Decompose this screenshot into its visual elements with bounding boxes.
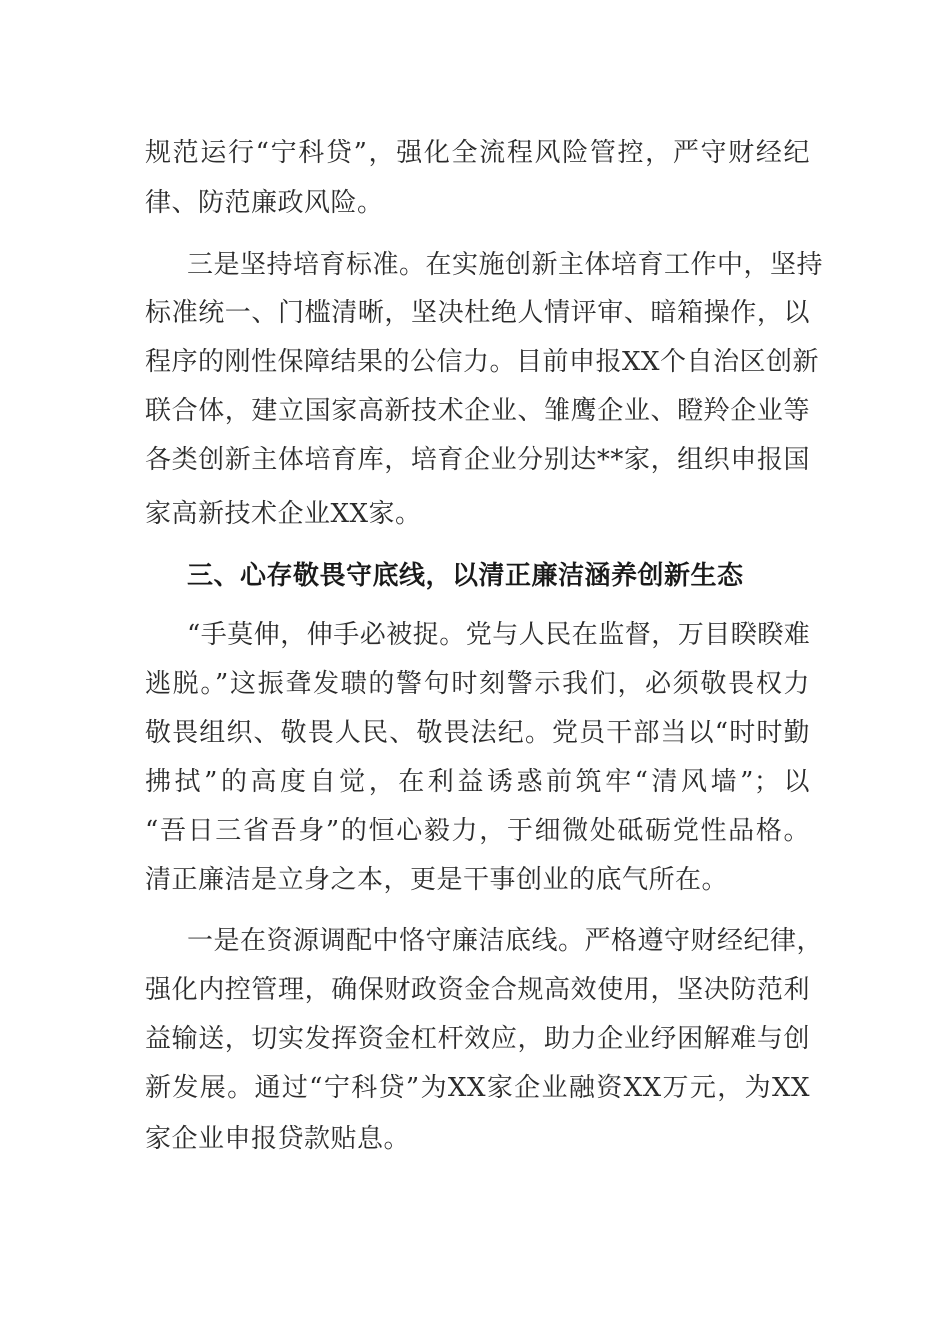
paragraph-2-line-4: 联合体，建立国家高新技术企业、雏鹰企业、瞪羚企业等: [145, 396, 810, 426]
paragraph-3-line-6: 清正廉洁是立身之本，更是干事创业的底气所在。: [145, 865, 729, 895]
paragraph-3-line-5: “吾日三省吾身”的恒心毅力，于细微处砥砺党性品格。: [145, 816, 810, 846]
paragraph-1-line-2: 律、防范廉政风险。: [145, 188, 384, 218]
paragraph-3-line-2: 逃脱。”这振聋发聩的警句时刻警示我们，必须敬畏权力: [145, 669, 810, 699]
section-heading: 三、心存敬畏守底线，以清正廉洁涵养创新生态: [187, 561, 744, 591]
paragraph-2-line-3: 程序的刚性保障结果的公信力。目前申报XX个自治区创新: [145, 347, 820, 377]
paragraph-3-line-3: 敬畏组织、敬畏人民、敬畏法纪。党员干部当以“时时勤: [145, 718, 810, 748]
paragraph-1-line-1: 规范运行“宁科贷”，强化全流程风险管控，严守财经纪: [145, 138, 810, 168]
paragraph-4-line-3: 益输送，切实发挥资金杠杆效应，助力企业纾困解难与创: [145, 1024, 810, 1054]
paragraph-4-line-2: 强化内控管理，确保财政资金合规高效使用，坚决防范利: [145, 975, 810, 1005]
paragraph-3-line-4: 拂拭”的高度自觉，在利益诱惑前筑牢“清风墙”；以: [145, 767, 810, 797]
paragraph-2-line-2: 标准统一、门槛清晰，坚决杜绝人情评审、暗箱操作，以: [145, 298, 810, 328]
paragraph-2-line-1: 三是坚持培育标准。在实施创新主体培育工作中，坚持: [187, 250, 824, 280]
paragraph-4-line-1: 一是在资源调配中恪守廉洁底线。严格遵守财经纪律，: [187, 926, 824, 956]
paragraph-2-line-5: 各类创新主体培育库，培育企业分别达**家，组织申报国: [145, 445, 810, 475]
paragraph-4-line-4: 新发展。通过“宁科贷”为XX家企业融资XX万元，为XX: [145, 1073, 810, 1103]
paragraph-3-line-1: “手莫伸，伸手必被捉。党与人民在监督，万目睽睽难: [187, 620, 811, 650]
paragraph-4-line-5: 家企业申报贷款贴息。: [145, 1124, 411, 1154]
paragraph-2-line-6: 家高新技术企业XX家。: [145, 499, 422, 529]
